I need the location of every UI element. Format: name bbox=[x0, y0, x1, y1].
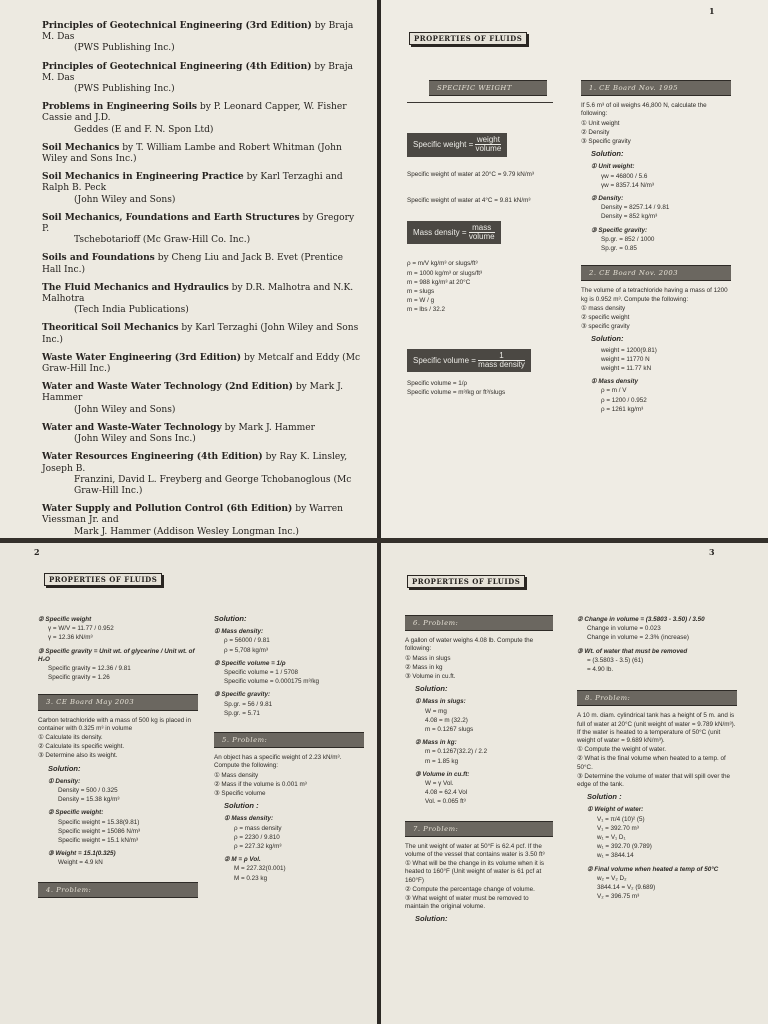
text-line: ① Weight of water: bbox=[587, 806, 644, 814]
text-line: γ = 12.36 kN/m³ bbox=[48, 634, 93, 642]
text-line: m = slugs bbox=[407, 288, 435, 296]
text-line: ③ Volume in cu.ft: bbox=[415, 770, 470, 778]
reference-authors: by Mark J. Hammer bbox=[42, 382, 343, 404]
reference-entry bbox=[42, 142, 364, 165]
reference-title: Water Resources Engineering (4th Edition) bbox=[42, 451, 263, 463]
problem-2-text bbox=[581, 287, 731, 331]
solution-heading-3: Solution : bbox=[224, 801, 259, 811]
text-line: ① Mass density: bbox=[214, 628, 264, 636]
text-line: Sp.gr. = 852 / 1000 bbox=[601, 235, 655, 243]
page-header: PROPERTIES OF FLUIDS bbox=[407, 575, 525, 588]
text-line: ① Unit weight bbox=[581, 119, 620, 127]
text-line: ① Mass density bbox=[214, 771, 259, 779]
reference-entry bbox=[42, 212, 364, 247]
problem-7-solution-continued bbox=[577, 616, 737, 674]
text-line: W = mg bbox=[425, 707, 447, 715]
reference-entry bbox=[42, 322, 364, 345]
reference-title: Soil Mechanics bbox=[42, 141, 120, 153]
text-line: Specific volume = 1 / 5708 bbox=[224, 669, 299, 677]
references-list bbox=[42, 20, 364, 538]
text-line: Sp.gr. = 56 / 9.81 bbox=[224, 700, 273, 708]
text-line: Change in volume = 0.023 bbox=[587, 625, 661, 633]
reference-authors: by P. Leonard Capper, W. Fisher Cassie and J.D. bbox=[42, 102, 347, 124]
right-column bbox=[577, 611, 737, 902]
text-line: ρ = 2230 / 9.810 bbox=[234, 833, 280, 841]
text-line: m = lbs / 32.2 bbox=[407, 306, 445, 314]
text-line: ③ Specific gravity = Unit wt. of glycerine / Unit wt. of H₂O bbox=[38, 647, 195, 663]
text-line: ③ Volume in cu.ft. bbox=[405, 673, 456, 681]
reference-entry bbox=[42, 282, 364, 317]
section-band-problem-5: 5. Problem: bbox=[214, 732, 364, 748]
reference-title: Theoritical Soil Mechanics bbox=[42, 322, 179, 334]
text-line: ① What will be the change in its volume when it is heated to 160°F (Unit weight of water is 61 pcf at 160°F) bbox=[405, 860, 544, 884]
text-line: ① Mass density bbox=[591, 378, 638, 386]
text-line: Density = 8257.14 / 9.81 bbox=[601, 204, 670, 212]
text-line: ③ Specific volume bbox=[214, 790, 266, 798]
page-number: 2 bbox=[34, 547, 40, 557]
reference-authors: by Braja M. Das bbox=[42, 61, 353, 83]
text-line: Density = 852 kg/m³ bbox=[601, 213, 658, 221]
text-line: A 10 m. diam. cylindrical tank has a height of 5 m. and is full of water at 20°C (unit weight of water = 9.789 kN/m³). If the water is heated to a temperature of 50°C (unit weight of water = 9.689 kN/m³). bbox=[577, 712, 736, 745]
text-line: w₁ = V₁ D₁ bbox=[597, 834, 626, 842]
text-line: ③ Wt. of water that must be removed bbox=[577, 647, 688, 655]
text-line: Specific volume = 0.000175 m³/kg bbox=[224, 678, 320, 686]
reference-authors: by D.R. Malhotra and N.K. Malhotra bbox=[42, 282, 354, 305]
text-line: Carbon tetrachloride with a mass of 500 kg is placed in container with 0.325 m³ in volume bbox=[38, 716, 191, 732]
text-line: 4.08 = m (32.2) bbox=[425, 716, 468, 724]
text-line: w₁ = 392.70 (9.789) bbox=[597, 843, 652, 851]
text-line: m = 0.1267(32.2) / 2.2 bbox=[425, 748, 488, 756]
text-line: M = 0.23 kg bbox=[234, 874, 268, 882]
text-line: ② Mass if the volume is 0.001 m³ bbox=[214, 780, 307, 788]
text-line: ρ = 1261 kg/m³ bbox=[601, 405, 644, 413]
reference-publisher: (John Wiley and Sons) bbox=[74, 404, 176, 415]
text-line: Weight = 4.9 kN bbox=[58, 859, 103, 867]
right-column bbox=[581, 76, 731, 415]
section-band-specific-weight: SPECIFIC WEIGHT bbox=[429, 80, 547, 96]
section-band-problem-3: 3. CE Board May 2003 bbox=[38, 694, 198, 710]
text-line: W = γ Vol. bbox=[425, 780, 454, 788]
reference-entry bbox=[42, 381, 364, 416]
density-lines bbox=[407, 260, 553, 314]
text-line: ② Mass in kg: bbox=[415, 739, 457, 747]
section-band-problem-4: 4. Problem: bbox=[38, 882, 198, 898]
section-band-problem-2: 2. CE Board Nov. 2003 bbox=[581, 265, 731, 281]
text-line: ③ Determine also its weight. bbox=[38, 752, 118, 760]
problem-7-text bbox=[405, 843, 553, 912]
text-line: Density = 15.38 kg/m³ bbox=[58, 796, 120, 804]
reference-authors: by Gregory P. bbox=[42, 212, 355, 235]
specific-weight-formula: Specific weight = weight volume bbox=[407, 133, 553, 156]
reference-publisher: (Tech India Publications) bbox=[74, 305, 189, 316]
specific-volume-lines bbox=[407, 380, 553, 397]
problem-6-solution bbox=[405, 698, 553, 806]
text-line: Sp.gr. = 0.85 bbox=[601, 245, 637, 253]
text-line: Specific gravity = 12.36 / 9.81 bbox=[48, 665, 131, 673]
page-3 bbox=[381, 543, 768, 1024]
text-line: Specific weight = 15.38(9.81) bbox=[58, 818, 140, 826]
text-line: 4.08 = 62.4 Vol bbox=[425, 789, 468, 797]
section-band-problem-6: 6. Problem: bbox=[405, 615, 553, 631]
reference-authors: by Metcalf and Eddy (Mc Graw-Hill Inc.) bbox=[42, 352, 361, 375]
reference-entry bbox=[42, 503, 364, 538]
reference-entry bbox=[42, 352, 364, 375]
text-line: ② Compute the percentage change of volume. bbox=[405, 885, 535, 893]
text-line: An object has a specific weight of 2.23 kN/m³. Compute the following: bbox=[214, 754, 342, 770]
section-band-problem-8: 8. Problem: bbox=[577, 690, 737, 706]
reference-authors: by Mark J. Hammer bbox=[221, 422, 316, 433]
reference-authors: by T. William Lambe and Robert Whitman (John Wiley and Sons Inc.) bbox=[42, 142, 342, 165]
problem-2-solution bbox=[581, 347, 731, 414]
reference-entry bbox=[42, 101, 364, 136]
reference-publisher: Tschebotarioff (Mc Graw-Hill Co. Inc.) bbox=[74, 235, 251, 246]
text-line: ③ Weight = 15.1(0.325) bbox=[48, 850, 116, 858]
reference-title: Soil Mechanics, Foundations and Earth Structures bbox=[42, 211, 300, 223]
text-line: = (3.5803 - 3.5) (61) bbox=[587, 656, 644, 664]
problem-1-solution bbox=[581, 163, 731, 253]
reference-authors: by Ray K. Linsley, Joseph B. bbox=[42, 452, 348, 474]
page-number: 1 bbox=[709, 6, 715, 16]
reference-title: Principles of Geotechnical Engineering (3rd Edition) bbox=[42, 20, 312, 31]
reference-authors: by Warren Viessman Jr. and bbox=[42, 504, 344, 526]
reference-authors: by Karl Terzaghi and Ralph B. Peck bbox=[42, 172, 343, 194]
text-line: V₁ = 392.70 m³ bbox=[597, 824, 639, 832]
problem-5-text bbox=[214, 754, 364, 798]
solution-heading: Solution: bbox=[591, 149, 624, 159]
sw-water-20: Specific weight of water at 20°C = 9.79 kN/m³ bbox=[407, 170, 534, 178]
page-number: 3 bbox=[709, 547, 715, 557]
left-column bbox=[407, 76, 553, 398]
text-line: ② Density bbox=[581, 128, 610, 136]
solution-heading: Solution: bbox=[415, 684, 448, 694]
page-2 bbox=[0, 543, 377, 1024]
text-line: Specific volume = m³/kg or ft³/slugs bbox=[407, 389, 506, 397]
text-line: ③ What weight of water must be removed to maintain the original volume. bbox=[405, 895, 529, 911]
text-line: γw = 46800 / 5.6 bbox=[601, 172, 648, 180]
text-line: ② Mass in kg bbox=[405, 663, 443, 671]
mass-density-formula: Mass density = mass volume bbox=[407, 221, 553, 244]
text-line: The unit weight of water at 50°F is 62.4 pcf. If the volume of the vessel that contains water is 3.50 ft³ bbox=[405, 842, 545, 859]
text-line: A gallon of water weighs 4.08 lb. Compute the following: bbox=[405, 637, 534, 653]
specific-volume-formula: Specific volume = 1 mass density bbox=[407, 349, 553, 372]
text-line: γ = W/V = 11.77 / 0.952 bbox=[48, 625, 114, 633]
left-column bbox=[38, 611, 198, 904]
text-line: ③ Determine the volume of water that will spill over the edge of the tank. bbox=[577, 772, 730, 789]
problem-3-solution bbox=[38, 778, 198, 868]
text-line: The volume of a tetrachloride having a mass of 1200 kg is 0.952 m³. Compute the following: bbox=[581, 287, 728, 303]
text-line: ① Mass density: bbox=[224, 815, 274, 823]
text-line: ① Unit weight: bbox=[591, 163, 635, 171]
text-line: ρ = m/V kg/m³ or slugs/ft³ bbox=[407, 260, 478, 268]
text-line: w₂ = V₂ D₂ bbox=[597, 874, 627, 882]
reference-publisher: Mark J. Hammer (Addison Wesley Longman Inc.) bbox=[74, 526, 299, 537]
problem-5-solution bbox=[214, 815, 364, 882]
section-band-problem-1: 1. CE Board Nov. 1995 bbox=[581, 80, 731, 96]
text-line: ② Density: bbox=[591, 195, 624, 203]
reference-title: Water and Waste Water Technology (2nd Edition) bbox=[42, 381, 293, 393]
text-line: ② Specific weight bbox=[38, 616, 92, 623]
text-line: ρ = 5,708 kg/m³ bbox=[224, 646, 269, 654]
solution-heading-2: Solution : bbox=[587, 792, 622, 802]
reference-publisher: Franzini, David L. Freyberg and George Tchobanoglous (Mc Graw-Hill Inc.) bbox=[74, 474, 352, 496]
text-line: ② M = ρ Vol. bbox=[224, 856, 261, 864]
text-line: M = 227.32(0.001) bbox=[234, 865, 286, 873]
sw-water-4: Specific weight of water at 4°C = 9.81 kN/m³ bbox=[407, 196, 531, 204]
text-line: V₁ = π/4 (10)² (5) bbox=[597, 815, 645, 823]
left-column bbox=[405, 611, 553, 927]
text-line: V₂ = 396.75 m³ bbox=[597, 893, 640, 901]
text-line: Sp.gr. = 5.71 bbox=[224, 709, 260, 717]
reference-entry bbox=[42, 171, 364, 206]
text-line: ③ specific gravity bbox=[581, 323, 630, 331]
problem-8-text bbox=[577, 712, 737, 789]
text-line: m = W / g bbox=[407, 297, 435, 305]
text-line: ② Change in volume = (3.5803 - 3.50) / 3.50 bbox=[577, 616, 705, 623]
right-column bbox=[214, 611, 364, 884]
text-line: Density = 500 / 0.325 bbox=[58, 787, 118, 795]
solution-heading-4: Solution: bbox=[415, 914, 448, 924]
text-line: ① Mass in slugs: bbox=[415, 698, 466, 706]
problem-1-text bbox=[581, 102, 731, 146]
problem-3-text bbox=[38, 717, 198, 761]
text-line: ② Calculate its specific weight. bbox=[38, 743, 125, 751]
reference-title: Waste Water Engineering (3rd Edition) bbox=[42, 351, 242, 363]
text-line: m = 988 kg/m³ at 20°C bbox=[407, 278, 471, 286]
reference-entry bbox=[42, 61, 364, 96]
text-line: Specific weight = 15.1 kN/m³ bbox=[58, 837, 138, 845]
text-line: Change in volume = 2.3% (increase) bbox=[587, 634, 690, 642]
reference-authors: by Karl Terzaghi (John Wiley and Sons Inc.) bbox=[42, 323, 359, 345]
text-line: ρ = mass density bbox=[234, 824, 282, 832]
reference-authors: by Braja M. Das bbox=[42, 21, 354, 43]
reference-title: The Fluid Mechanics and Hydraulics bbox=[42, 281, 229, 293]
text-line: weight = 1200(9.81) bbox=[601, 346, 657, 354]
reference-entry bbox=[42, 252, 364, 275]
text-line: ① Density: bbox=[48, 777, 81, 785]
text-line: ρ = m / V bbox=[601, 387, 627, 395]
problem-4-solution bbox=[214, 628, 364, 718]
page-header: PROPERTIES OF FLUIDS bbox=[409, 32, 527, 45]
reference-publisher: (PWS Publishing Inc.) bbox=[74, 43, 175, 54]
page-1 bbox=[381, 0, 768, 538]
text-line: Specific weight = 15086 N/m³ bbox=[58, 827, 141, 835]
reference-entry bbox=[42, 451, 364, 497]
text-line: ρ = 1200 / 0.952 bbox=[601, 396, 647, 404]
text-line: weight = 11.77 kN bbox=[601, 365, 652, 373]
text-line: weight = 11770 N bbox=[601, 355, 650, 363]
reference-title: Soil Mechanics in Engineering Practice bbox=[42, 171, 244, 183]
text-line: 3844.14 = V₂ (9.689) bbox=[597, 884, 656, 892]
text-line: ③ Specific gravity bbox=[581, 138, 631, 146]
text-line: ρ = 56000 / 9.81 bbox=[224, 637, 270, 645]
solution-heading: Solution: bbox=[48, 763, 81, 773]
text-line: Vol. = 0.065 ft³ bbox=[425, 798, 466, 806]
text-line: Specific volume = 1/ρ bbox=[407, 380, 468, 388]
reference-entry bbox=[42, 20, 364, 55]
text-line: m = 1000 kg/m³ or slugs/ft³ bbox=[407, 269, 483, 277]
reference-title: Soils and Foundations bbox=[42, 252, 155, 264]
text-line: ① Mass in slugs bbox=[405, 654, 451, 662]
section-band-problem-7: 7. Problem: bbox=[405, 821, 553, 837]
references-page bbox=[0, 0, 377, 538]
text-line: γw = 8357.14 N/m³ bbox=[601, 181, 655, 189]
text-line: ② Specific weight: bbox=[48, 809, 104, 817]
problem-6-text bbox=[405, 637, 553, 681]
reference-publisher: (John Wiley and Sons Inc.) bbox=[74, 434, 196, 445]
reference-title: Problems in Engineering Soils bbox=[42, 101, 198, 113]
text-line: m = 0.1267 slugs bbox=[425, 726, 474, 734]
text-line: ① Calculate its density. bbox=[38, 734, 103, 742]
reference-title: Water Supply and Pollution Control (6th Edition) bbox=[42, 503, 293, 515]
text-line: If 5.6 m³ of oil weighs 46,800 N, calculate the following: bbox=[581, 102, 707, 118]
text-line: ① mass density bbox=[581, 304, 626, 312]
text-line: ③ Specific gravity: bbox=[214, 691, 271, 699]
reference-publisher: (PWS Publishing Inc.) bbox=[74, 84, 175, 95]
reference-title: Water and Waste-Water Technology bbox=[42, 421, 222, 433]
text-line: ③ Specific gravity: bbox=[591, 226, 648, 234]
text-line: Specific gravity = 1.26 bbox=[48, 674, 110, 682]
text-line: ② What is the final volume when heated to a temp. of 50°C. bbox=[577, 755, 726, 771]
text-line: ② Specific volume = 1/ρ bbox=[214, 659, 286, 667]
reference-publisher: Geddes (E and F. N. Spon Ltd) bbox=[74, 124, 214, 135]
solution-heading-2: Solution: bbox=[214, 614, 247, 623]
reference-authors: by Cheng Liu and Jack B. Evet (Prentice Hall Inc.) bbox=[42, 253, 344, 275]
text-line: ② specific weight bbox=[581, 314, 630, 322]
solution-heading-2: Solution: bbox=[591, 334, 624, 344]
text-line: ρ = 227.32 kg/m³ bbox=[234, 843, 282, 851]
page-header: PROPERTIES OF FLUIDS bbox=[44, 573, 162, 586]
reference-entry bbox=[42, 422, 364, 445]
text-line: ② Final volume when heated a temp of 50°C bbox=[587, 865, 719, 873]
specific-weight-gravity-lines bbox=[38, 616, 198, 682]
text-line: m = 1.85 kg bbox=[425, 757, 459, 765]
text-line: w₁ = 3844.14 bbox=[597, 852, 634, 860]
text-line: = 4.90 lb. bbox=[587, 666, 614, 674]
text-line: ① Compute the weight of water. bbox=[577, 746, 666, 754]
problem-8-solution bbox=[577, 806, 737, 901]
reference-title: Principles of Geotechnical Engineering (4th Edition) bbox=[42, 60, 312, 72]
reference-publisher: (John Wiley and Sons) bbox=[74, 194, 176, 205]
